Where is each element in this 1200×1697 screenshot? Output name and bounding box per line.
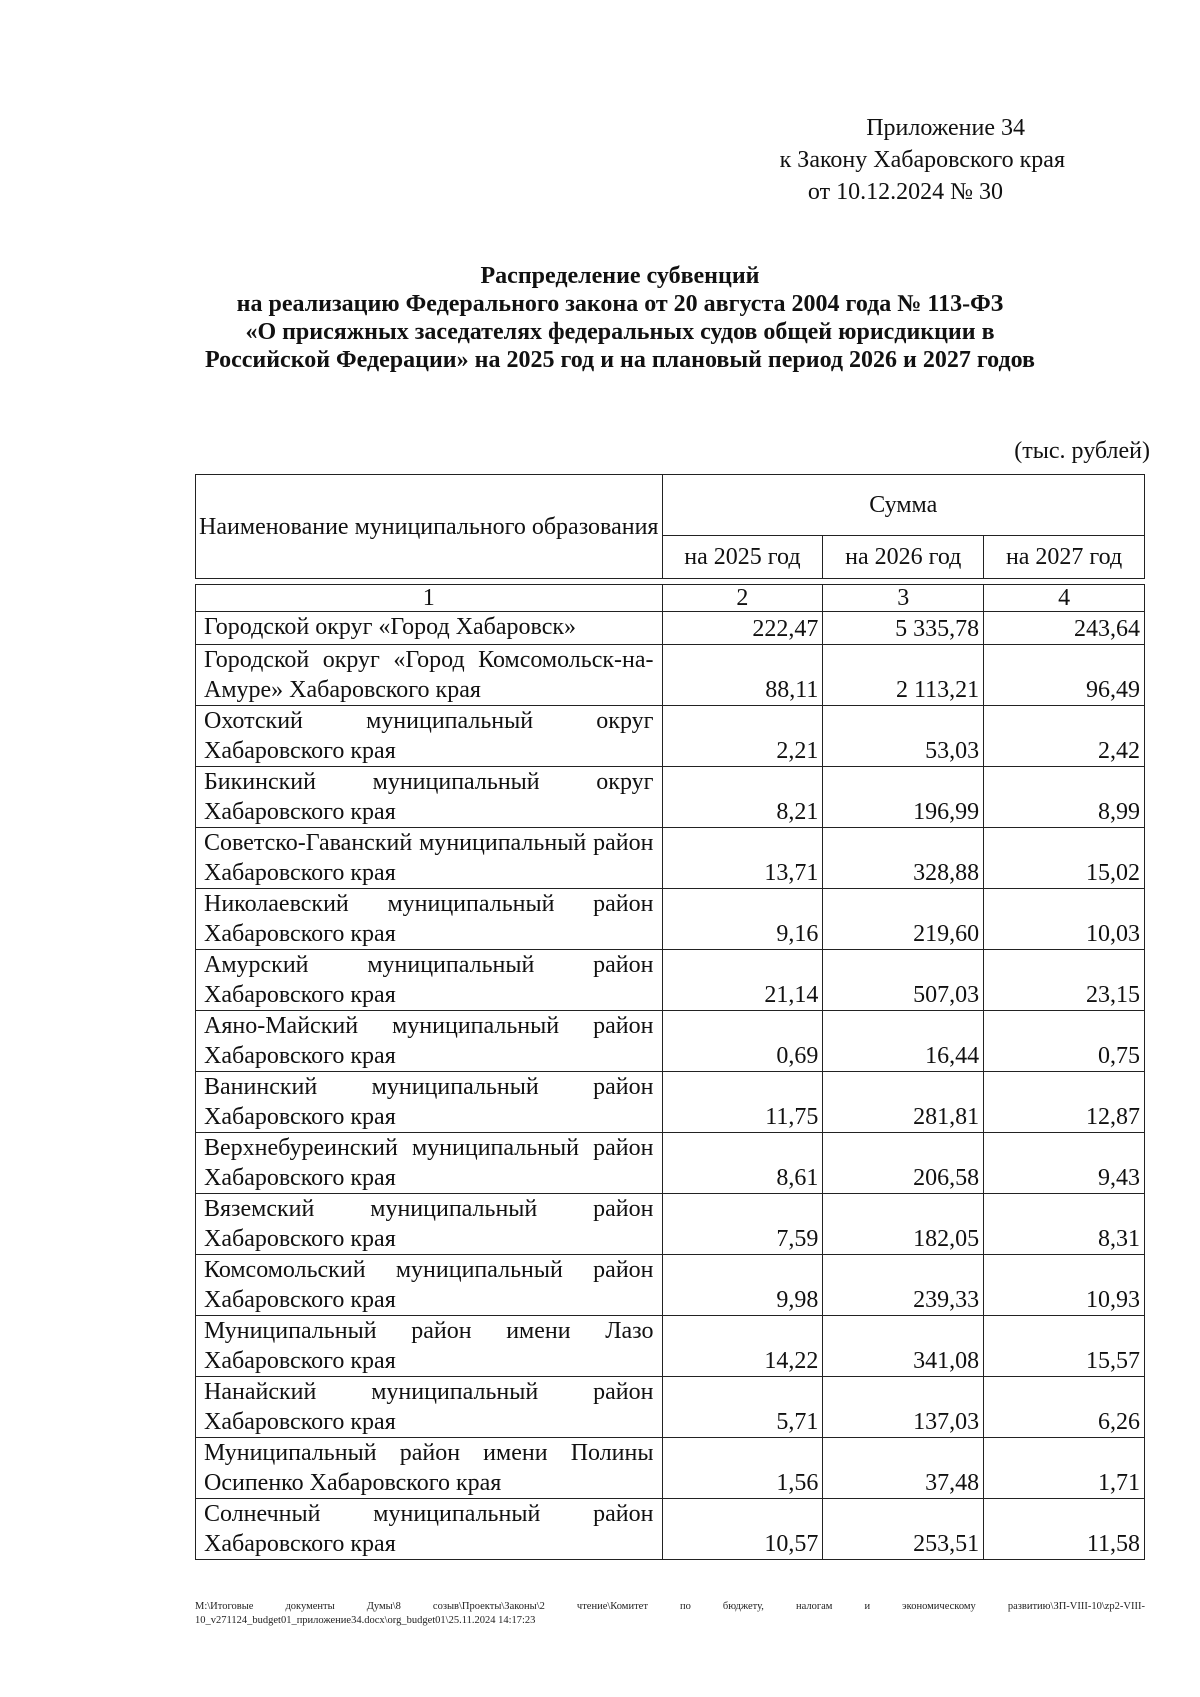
table-row xyxy=(196,767,1145,828)
municipality-name: Советско-Гаванский муниципальный район Хабаровского края xyxy=(196,828,663,889)
appendix-heading xyxy=(780,112,1065,208)
appendix-date: от 10.12.2024 № 30 xyxy=(807,179,1003,205)
units-label: (тыс. рублей) xyxy=(1014,438,1150,464)
amount-2025: 2,21 xyxy=(662,706,823,767)
amount-2026: 219,60 xyxy=(823,889,984,950)
amount-2026: 37,48 xyxy=(823,1438,984,1499)
header-sum: Сумма xyxy=(662,475,1145,536)
file-path-footer: M:\Итоговые документы Думы\8 созыв\Проекты\Законы\2 чтение\Комитет по бюджету, налогам и экономическому развитию\ЗП-VIII-10\zp2-VIII-10_v271124_budget01_приложение34.docx\org_budget01\25.11.2024 14:17:23 xyxy=(195,1601,1145,1626)
municipality-name: Солнечный муниципальный район Хабаровского края xyxy=(196,1499,663,1560)
table-row xyxy=(196,612,1145,645)
table-row xyxy=(196,1377,1145,1438)
header-year-2027: на 2027 год xyxy=(984,536,1145,579)
header-year-2025: на 2025 год xyxy=(662,536,823,579)
amount-2027: 243,64 xyxy=(984,612,1145,645)
amount-2027: 8,31 xyxy=(984,1194,1145,1255)
amount-2027: 6,26 xyxy=(984,1377,1145,1438)
municipality-name: Николаевский муниципальный район Хабаровского края xyxy=(196,889,663,950)
appendix-number: Приложение 34 xyxy=(866,115,1025,141)
amount-2027: 9,43 xyxy=(984,1133,1145,1194)
municipality-name: Верхнебуреинский муниципальный район Хабаровского края xyxy=(196,1133,663,1194)
municipality-name: Городской округ «Город Комсомольск-на-Амуре» Хабаровского края xyxy=(196,645,663,706)
municipality-name: Муниципальный район имени Полины Осипенко Хабаровского края xyxy=(196,1438,663,1499)
amount-2025: 21,14 xyxy=(662,950,823,1011)
table-row xyxy=(196,950,1145,1011)
document-title xyxy=(140,262,1100,374)
title-line-4: Российской Федерации» на 2025 год и на плановый период 2026 и 2027 годов xyxy=(205,347,1035,373)
table-row xyxy=(196,1133,1145,1194)
municipality-name: Муниципальный район имени Лазо Хабаровского края xyxy=(196,1316,663,1377)
amount-2025: 9,98 xyxy=(662,1255,823,1316)
amount-2027: 12,87 xyxy=(984,1072,1145,1133)
amount-2025: 8,21 xyxy=(662,767,823,828)
amount-2025: 1,56 xyxy=(662,1438,823,1499)
municipality-name: Комсомольский муниципальный район Хабаровского края xyxy=(196,1255,663,1316)
municipality-name: Амурский муниципальный район Хабаровского края xyxy=(196,950,663,1011)
amount-2027: 10,93 xyxy=(984,1255,1145,1316)
amount-2027: 1,71 xyxy=(984,1438,1145,1499)
table-row xyxy=(196,1316,1145,1377)
col-index-4: 4 xyxy=(984,585,1145,612)
amount-2026: 16,44 xyxy=(823,1011,984,1072)
title-line-1: Распределение субвенций xyxy=(480,263,760,289)
appendix-law: к Закону Хабаровского края xyxy=(779,147,1065,173)
municipality-name: Охотский муниципальный округ Хабаровского края xyxy=(196,706,663,767)
amount-2027: 23,15 xyxy=(984,950,1145,1011)
header-name: Наименование муниципального образования xyxy=(196,475,663,579)
table-row xyxy=(196,1194,1145,1255)
amount-2027: 10,03 xyxy=(984,889,1145,950)
amount-2025: 8,61 xyxy=(662,1133,823,1194)
amount-2027: 15,57 xyxy=(984,1316,1145,1377)
amount-2026: 5 335,78 xyxy=(823,612,984,645)
table-row xyxy=(196,1011,1145,1072)
amount-2025: 5,71 xyxy=(662,1377,823,1438)
table-row xyxy=(196,889,1145,950)
amount-2025: 11,75 xyxy=(662,1072,823,1133)
amount-2027: 8,99 xyxy=(984,767,1145,828)
amount-2027: 2,42 xyxy=(984,706,1145,767)
amount-2026: 53,03 xyxy=(823,706,984,767)
amount-2026: 206,58 xyxy=(823,1133,984,1194)
table-row xyxy=(196,645,1145,706)
amount-2026: 2 113,21 xyxy=(823,645,984,706)
amount-2026: 137,03 xyxy=(823,1377,984,1438)
amount-2025: 14,22 xyxy=(662,1316,823,1377)
amount-2026: 182,05 xyxy=(823,1194,984,1255)
municipality-name: Ванинский муниципальный район Хабаровского края xyxy=(196,1072,663,1133)
amount-2026: 341,08 xyxy=(823,1316,984,1377)
subvention-table xyxy=(195,474,1145,1560)
header-year-2026: на 2026 год xyxy=(823,536,984,579)
amount-2026: 328,88 xyxy=(823,828,984,889)
title-line-3: «О присяжных заседателях федеральных судов общей юрисдикции в xyxy=(245,319,995,345)
table-row xyxy=(196,1438,1145,1499)
amount-2025: 10,57 xyxy=(662,1499,823,1560)
amount-2027: 0,75 xyxy=(984,1011,1145,1072)
municipality-name: Бикинский муниципальный округ Хабаровского края xyxy=(196,767,663,828)
title-line-2: на реализацию Федерального закона от 20 августа 2004 года № 113-ФЗ xyxy=(236,291,1004,317)
amount-2026: 253,51 xyxy=(823,1499,984,1560)
municipality-name: Аяно-Майский муниципальный район Хабаровского края xyxy=(196,1011,663,1072)
amount-2025: 13,71 xyxy=(662,828,823,889)
table-row xyxy=(196,706,1145,767)
amount-2026: 196,99 xyxy=(823,767,984,828)
amount-2025: 9,16 xyxy=(662,889,823,950)
amount-2025: 88,11 xyxy=(662,645,823,706)
municipality-name: Нанайский муниципальный район Хабаровского края xyxy=(196,1377,663,1438)
amount-2026: 239,33 xyxy=(823,1255,984,1316)
municipality-name: Вяземский муниципальный район Хабаровского края xyxy=(196,1194,663,1255)
amount-2025: 7,59 xyxy=(662,1194,823,1255)
table-row xyxy=(196,1072,1145,1133)
amount-2027: 96,49 xyxy=(984,645,1145,706)
table-row xyxy=(196,828,1145,889)
table-row xyxy=(196,1499,1145,1560)
amount-2026: 281,81 xyxy=(823,1072,984,1133)
col-index-2: 2 xyxy=(662,585,823,612)
amount-2026: 507,03 xyxy=(823,950,984,1011)
amount-2025: 222,47 xyxy=(662,612,823,645)
amount-2027: 11,58 xyxy=(984,1499,1145,1560)
table-row xyxy=(196,1255,1145,1316)
col-index-1: 1 xyxy=(196,585,663,612)
municipality-name: Городской округ «Город Хабаровск» xyxy=(196,612,663,645)
amount-2025: 0,69 xyxy=(662,1011,823,1072)
amount-2027: 15,02 xyxy=(984,828,1145,889)
col-index-3: 3 xyxy=(823,585,984,612)
